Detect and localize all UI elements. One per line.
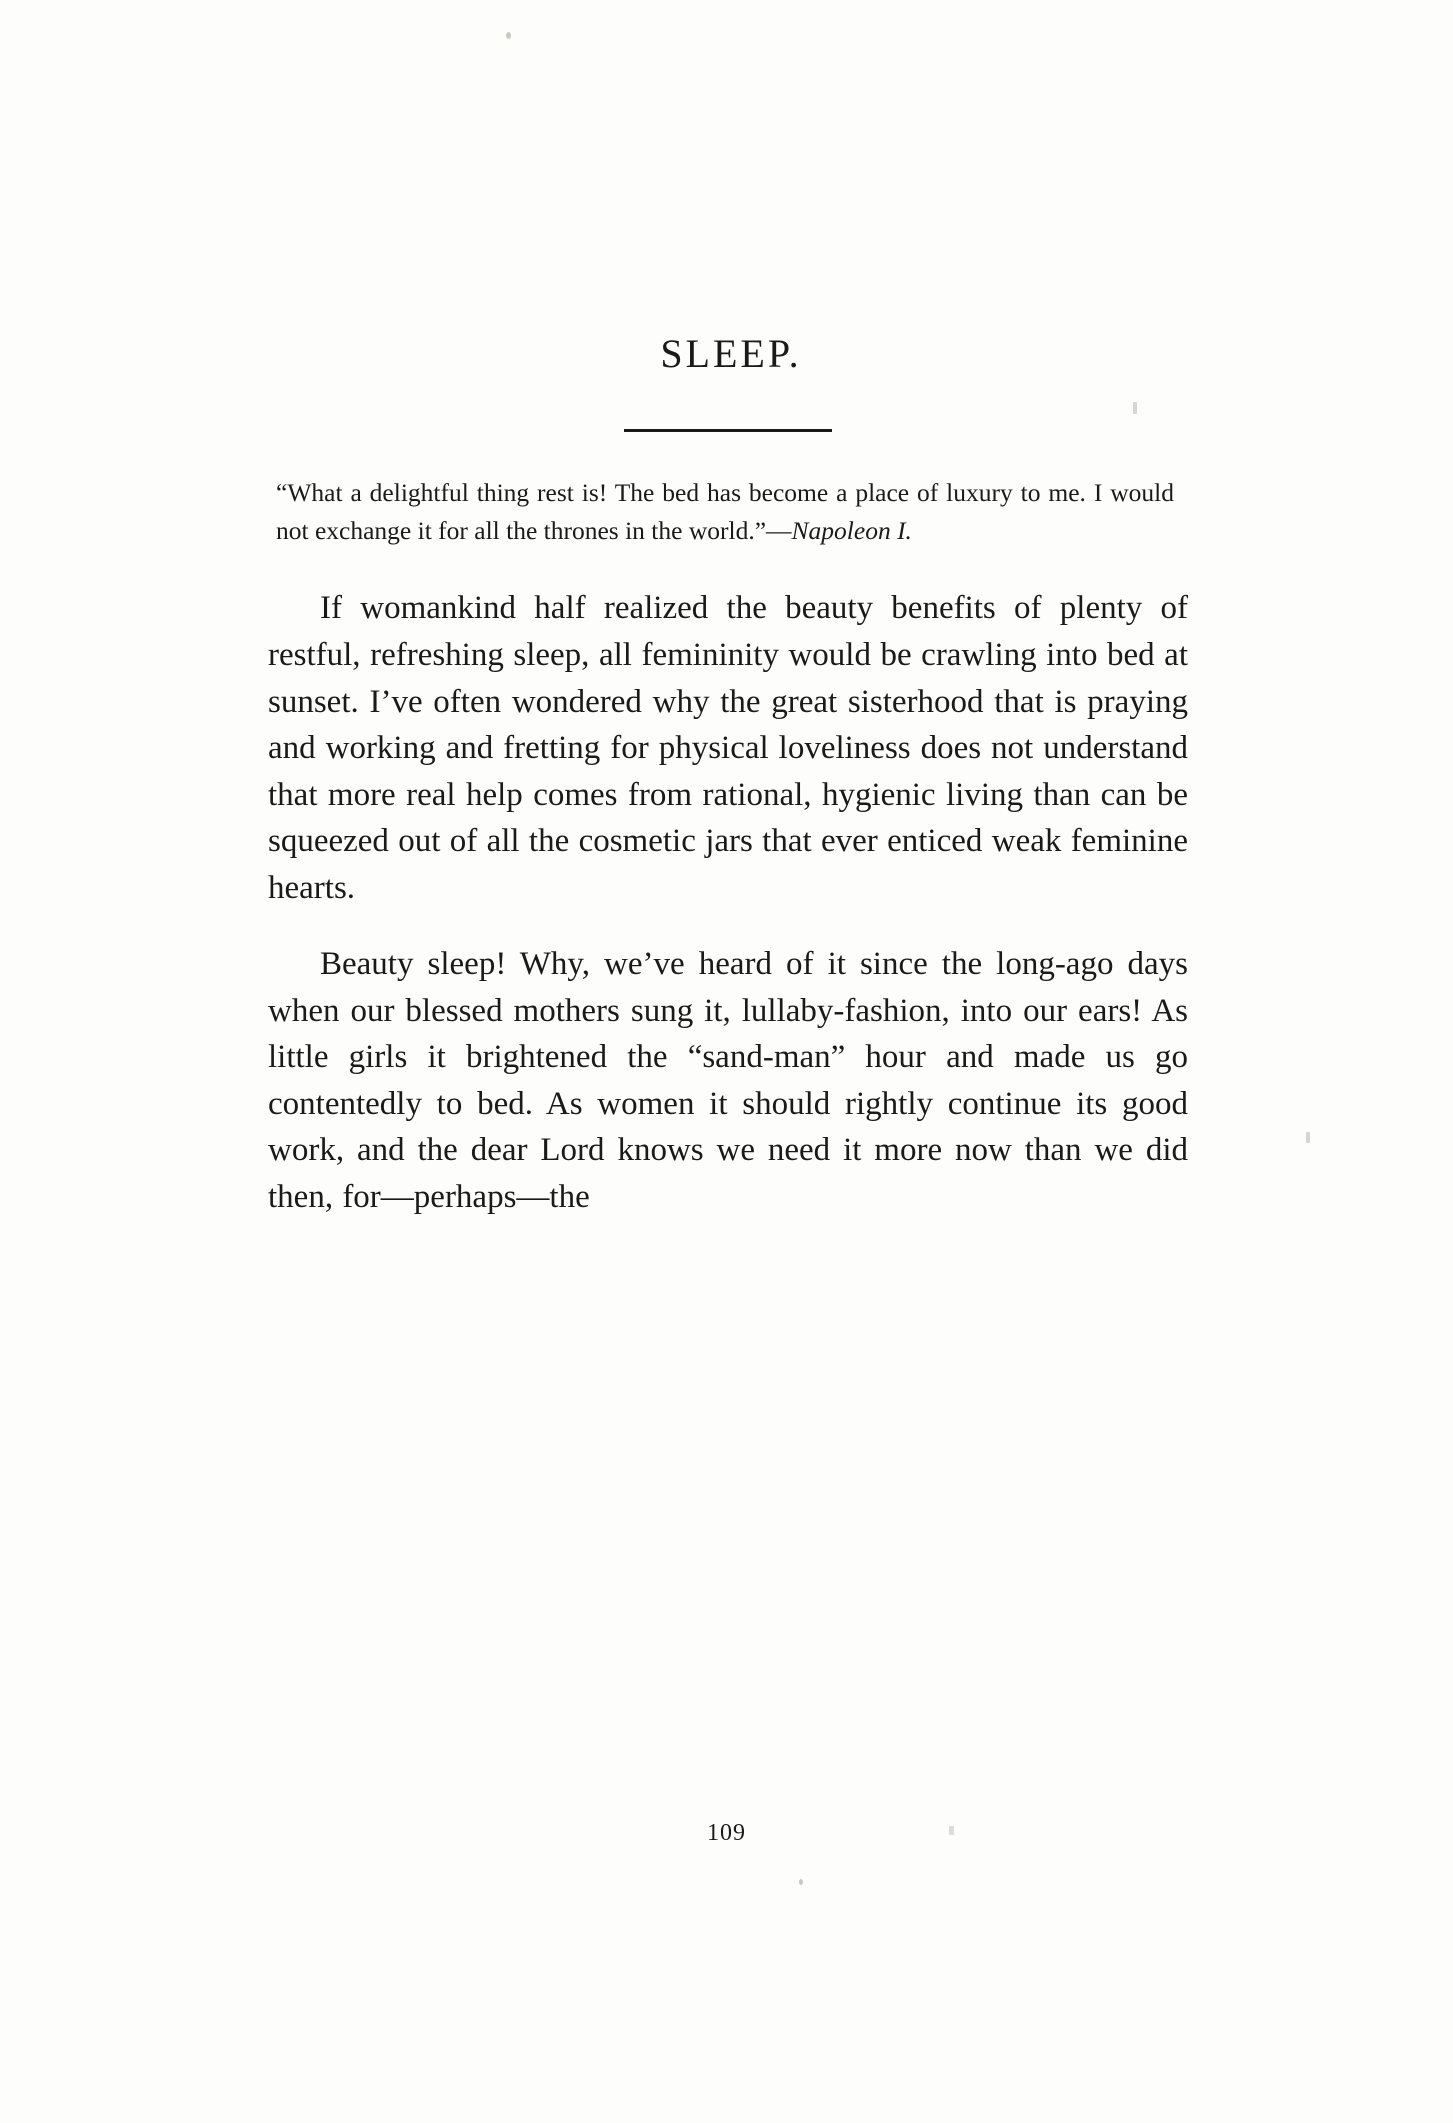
page-text-block <box>268 330 1188 1220</box>
body-paragraph: Beauty sleep! Why, we’ve heard of it since the long-ago days when our blessed mothers sung it, lullaby-fashion, into our ears! As little girls it brightened the “sand-man” hour and made us go contentedly to bed. As women it should rightly continue its good work, and the dear Lord knows we need it more now than we did then, for—perhaps—the <box>268 946 1188 1215</box>
body-paragraph: If womankind half realized the beauty benefits of plenty of restful, refreshing sleep, all femininity would be crawling into bed at sunset. I’ve often wondered why the great sisterhood that is praying and working and fretting for physical loveliness does not understand that more real help comes from rational, hygienic living than can be squeezed out of all the cosmetic jars that ever enticed weak feminine hearts. <box>268 590 1188 906</box>
divider-rule <box>624 429 832 432</box>
scan-speck <box>1306 1132 1310 1143</box>
epigraph <box>268 474 1188 549</box>
scan-speck <box>506 32 511 39</box>
title-divider <box>268 429 1188 432</box>
scan-speck <box>799 1879 803 1885</box>
epigraph-text: “What a delightful thing rest is! The bed has become a place of luxury to me. I would not exchange it for all the thrones in the world.”— <box>276 478 1174 545</box>
page-number: 109 <box>707 1820 746 1846</box>
epigraph-attribution: Napoleon I. <box>791 515 912 545</box>
page-title: SLEEP. <box>660 331 802 376</box>
